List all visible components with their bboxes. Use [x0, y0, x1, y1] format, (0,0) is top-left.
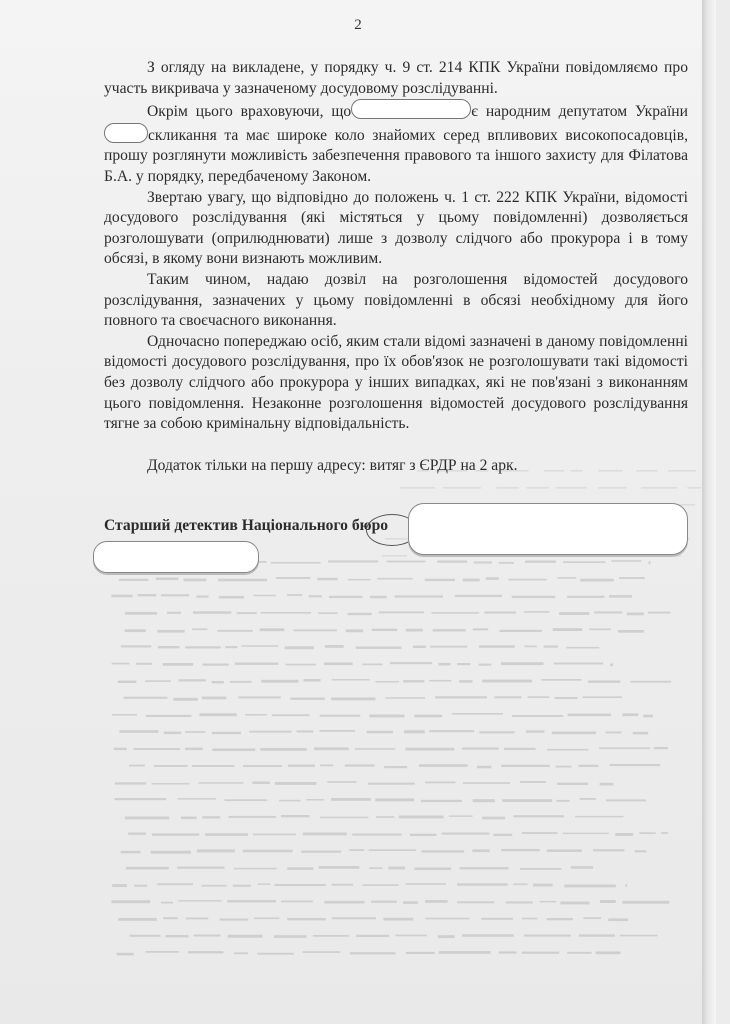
paragraph-whistleblower: З огляду на викладене, у порядку ч. 9 ст. 214 КПК України повідомляємо про участь викривача у зазначеному досудовому розслідуванні.	[104, 59, 688, 97]
paragraph-protection-part-2: є народним депутатом України	[471, 103, 688, 121]
page-edge-shadow	[702, 0, 716, 1024]
redaction-signature	[408, 503, 688, 555]
paragraph-confidentiality: Звертаю увагу, що відповідно до положень ч. 1 ст. 222 КПК України, відомості досудового розслідування (які містяться у цьому повідомленні) дозволяється розголошувати (оприлюднювати) лише з дозволу слідчого або прокурора і в тому обсязі, в якому вони визнають можливим.	[104, 188, 688, 268]
page-number: 2	[354, 17, 362, 33]
redaction-name	[351, 99, 471, 119]
paragraph-protection	[104, 99, 688, 187]
signature-title: Старший детектив Національного бюро	[104, 517, 389, 534]
paragraph-warning: Одночасно попереджаю осіб, яким стали відомі зазначені в даному повідомленні відомості досудового розслідування, про їх обов'язок не розголошувати такі відомості без дозволу слідчого або прокурора у інших випадках, які не пов'язані з виконанням цього повідомлення. Незаконне розголошення відомостей досудового розслідування тягне за собою кримінальну відповідальність.	[104, 332, 688, 433]
paragraph-protection-part-1: Окрім цього враховуючи, що	[147, 103, 352, 121]
paragraph-permission: Таким чином, надаю дозвіл на розголошення відомостей досудового розслідування, зазначених у цьому повідомленні в обсязі необхідному для його повного та своєчасного виконання.	[104, 270, 688, 330]
paragraph-protection-part-3: скликання та має широке коло знайомих серед впливових високопосадовців, прошу розглянути можливість забезпечення правового та іншого захисту для Філатова Б.А. у порядку, передбаченому Законом.	[104, 126, 688, 185]
redaction-convocation	[104, 123, 148, 143]
redaction-signatory-name	[93, 541, 259, 573]
letter-body	[104, 58, 688, 476]
attachment-note: Додаток тільки на першу адресу: витяг з ЄРДР на 2 арк.	[147, 456, 518, 474]
